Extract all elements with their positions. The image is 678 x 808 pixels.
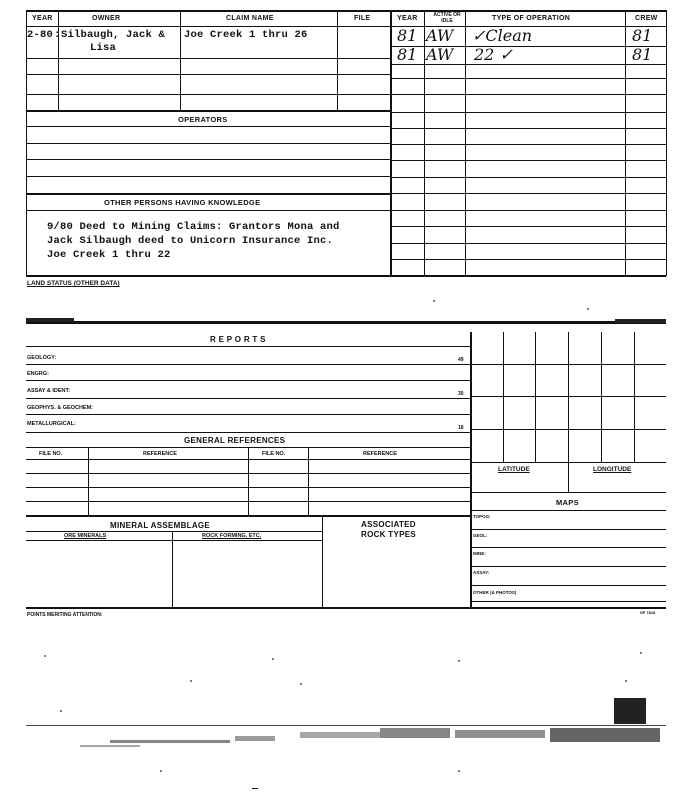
maps-assay: ASSAY: — [473, 570, 490, 575]
rock-forming-label: ROCK FORMING, ETC. — [202, 533, 262, 539]
row1-owner: Silbaugh, Jack & — [61, 29, 166, 41]
land-status-label: LAND STATUS (OTHER DATA) — [27, 280, 120, 287]
row1-claim-name: Joe Creek 1 thru 26 — [184, 29, 308, 41]
report-metallurgical-num: 18 — [458, 425, 464, 431]
report-geophys: GEOPHYS. & GEOCHEM: — [27, 405, 94, 411]
other-persons-note-2: Jack Silbaugh deed to Unicorn Insurance Inc. — [47, 235, 334, 247]
maps-geol: GEOL: — [473, 533, 488, 538]
row1-year: 2-80 — [27, 29, 54, 41]
report-geology: GEOLOGY: — [27, 355, 57, 361]
points-meriting-label: POINTS MERITING ATTENTION: — [27, 612, 103, 618]
ref-col-reference: REFERENCE — [143, 451, 177, 457]
op2-crew: 81 — [632, 45, 653, 64]
header-owner: OWNER — [92, 15, 121, 22]
header-year: YEAR — [32, 15, 53, 22]
report-assay: ASSAY & IDENT: — [27, 388, 71, 394]
reports-title: R E P O R T S — [210, 335, 266, 344]
header-crew: CREW — [635, 15, 658, 22]
form-code: SP 7818 — [640, 610, 656, 615]
header-file: FILE — [354, 15, 371, 22]
other-persons-note-1: 9/80 Deed to Mining Claims: Grantors Mona and — [47, 221, 340, 233]
op2-year: 81 — [397, 45, 418, 64]
longitude-label: LONGITUDE — [593, 466, 632, 473]
row1-separator: : — [54, 29, 61, 41]
op2-type: 22 ✓ — [474, 45, 513, 64]
ore-minerals-label: ORE MINERALS — [64, 533, 107, 539]
general-references-title: GENERAL REFERENCES — [184, 436, 286, 445]
report-metallurgical: METALLURGICAL: — [27, 421, 76, 427]
ref-col-file-no: FILE NO. — [39, 451, 63, 457]
op1-active: AW — [426, 26, 454, 45]
header-claim-name: CLAIM NAME — [226, 15, 274, 22]
maps-topog: TOPOG: — [473, 514, 491, 519]
row1-owner-line2: Lisa — [90, 42, 117, 54]
op1-year: 81 — [397, 26, 418, 45]
maps-title: MAPS — [556, 498, 579, 507]
report-engrg: ENGRG: — [27, 371, 49, 377]
op2-active: AW — [426, 45, 454, 64]
other-persons-note-3: Joe Creek 1 thru 22 — [47, 249, 171, 261]
operators-title: OPERATORS — [178, 115, 228, 124]
maps-other: OTHER (& PHOTOS) — [473, 590, 517, 595]
associated-label-1: ASSOCIATED — [361, 520, 416, 529]
header-year-2: YEAR — [397, 15, 418, 22]
ref-col-reference-2: REFERENCE — [363, 451, 397, 457]
report-assay-num: 30 — [458, 391, 464, 397]
op1-crew: 81 — [632, 26, 653, 45]
mineral-assemblage-title: MINERAL ASSEMBLAGE — [110, 521, 211, 530]
associated-label-2: ROCK TYPES — [361, 530, 417, 539]
header-active-idle: ACTIVE OR IDLE — [433, 12, 461, 24]
op1-type: ✓Clean — [472, 26, 533, 45]
latitude-label: LATITUDE — [498, 466, 530, 473]
ref-col-file-no-2: FILE NO. — [262, 451, 286, 457]
other-persons-title: OTHER PERSONS HAVING KNOWLEDGE — [104, 198, 261, 207]
header-type-of-operation: TYPE OF OPERATION — [492, 15, 571, 22]
report-geology-num: 49 — [458, 357, 464, 363]
maps-mine: MINE: — [473, 551, 486, 556]
